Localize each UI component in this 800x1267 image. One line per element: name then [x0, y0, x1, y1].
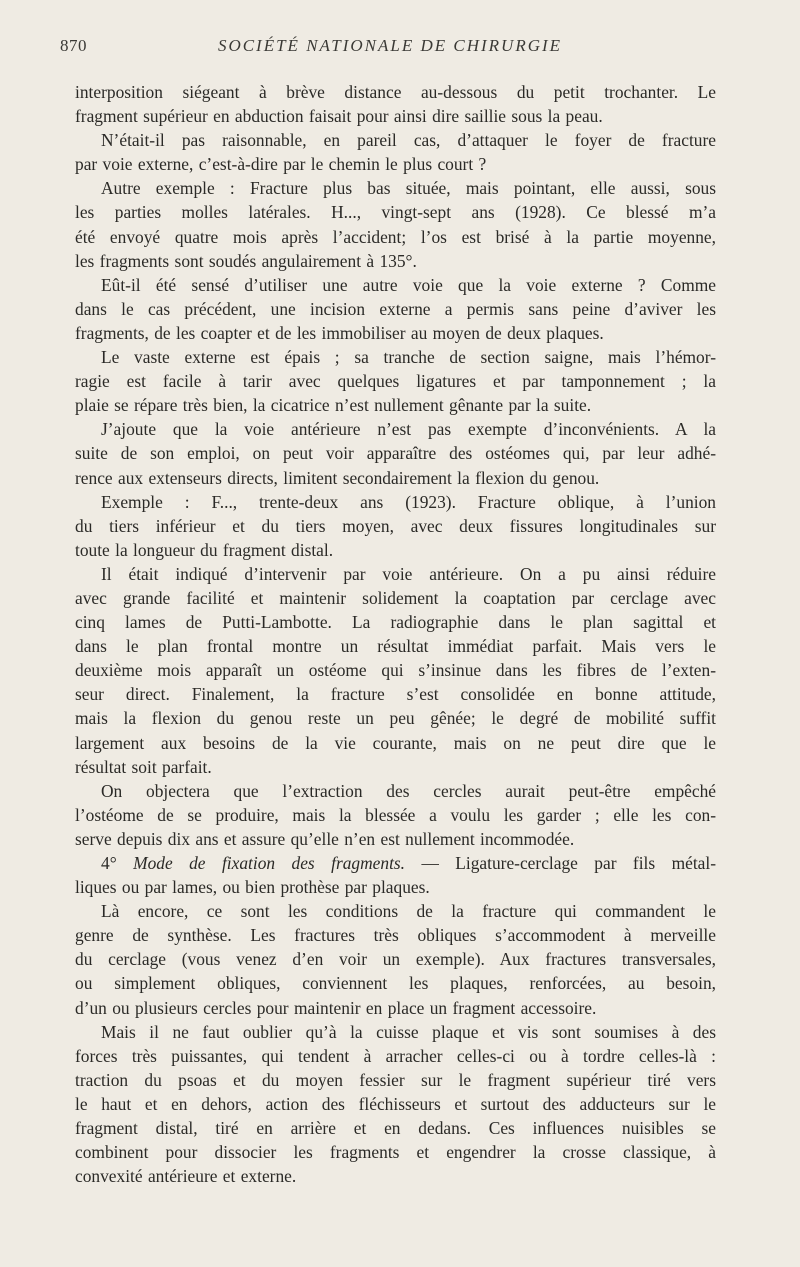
text-line: fragments, de les coapter et de les immobiliser au moyen de deux plaques.	[75, 322, 604, 343]
text-line: suite de son emploi, on peut voir apparaître des ostéomes qui, par leur adhé-	[75, 443, 716, 464]
text-line: dans le plan frontal montre un résultat immédiat parfait. Mais vers le	[75, 636, 716, 657]
text-line: les fragments sont soudés angulairement à 135°.	[75, 250, 417, 271]
text-line: Exemple : F..., trente-deux ans (1923). Fracture oblique, à l’union	[101, 491, 716, 512]
text-line: genre de synthèse. Les fractures très obliques s’accommodent à merveille	[75, 925, 716, 946]
page-number: 870	[60, 36, 87, 55]
text-line: été envoyé quatre mois après l’accident; l’os est brisé à la partie moyenne,	[75, 226, 716, 247]
text-line: serve depuis dix ans et assure qu’elle n’en est nullement incommodée.	[75, 828, 575, 849]
text-line: résultat soit parfait.	[75, 756, 212, 777]
section-number: 4°	[101, 853, 117, 873]
text-line: cinq lames de Putti-Lambotte. La radiographie dans le plan sagittal et	[75, 612, 716, 633]
text-line: Il était indiqué d’intervenir par voie antérieure. On a pu ainsi réduire	[101, 563, 716, 584]
text-line: convexité antérieure et externe.	[75, 1166, 297, 1187]
text-line: fragment distal, tiré en arrière et en dedans. Ces influences nuisibles se	[75, 1118, 716, 1139]
section-heading-rest: — Ligature-cerclage par fils métal-	[405, 853, 716, 873]
text-line: le haut et en dehors, action des fléchisseurs et surtout des adducteurs sur le	[75, 1093, 716, 1114]
text-line: J’ajoute que la voie antérieure n’est pas exempte d’inconvénients. A la	[101, 419, 716, 440]
text-line: ou simplement obliques, conviennent les plaques, renforcées, au besoin,	[75, 973, 716, 994]
text-line: Eût-il été sensé d’utiliser une autre voie que la voie externe ? Comme	[101, 274, 716, 295]
text-line: mais la flexion du genou reste un peu gênée; le degré de mobilité suffit	[75, 708, 716, 729]
text-line: interposition siégeant à brève distance au-dessous du petit trochanter. Le	[75, 82, 716, 102]
text-line: du tiers inférieur et du tiers moyen, avec deux fissures longitudinales sur	[75, 515, 716, 536]
text-line: deuxième mois apparaît un ostéome qui s’insinue dans les fibres de l’exten-	[75, 660, 716, 681]
text-line: liques ou par lames, ou bien prothèse par plaques.	[75, 877, 430, 898]
text-line: Là encore, ce sont les conditions de la fracture qui commandent le	[101, 901, 716, 922]
page-header	[60, 36, 720, 58]
text-line: dans le cas précédent, une incision externe a permis sans peine d’aviver les	[75, 298, 716, 319]
text-line: du cerclage (vous venez d’en voir un exemple). Aux fractures transversales,	[75, 949, 716, 970]
body-text	[75, 80, 716, 1188]
text-line: Mais il ne faut oublier qu’à la cuisse plaque et vis sont soumises à des	[101, 1021, 716, 1042]
text-line: fragment supérieur en abduction faisait pour ainsi dire saillie sous la peau.	[75, 106, 603, 127]
running-head: SOCIÉTÉ NATIONALE DE CHIRURGIE	[217, 36, 563, 55]
text-line: les parties molles latérales. H..., vingt-sept ans (1928). Ce blessé m’a	[75, 202, 716, 223]
text-line: avec grande facilité et maintenir solidement la coaptation par cerclage avec	[75, 587, 716, 608]
text-line: par voie externe, c’est-à-dire par le chemin le plus court ?	[75, 154, 487, 175]
text-line: N’était-il pas raisonnable, en pareil cas, d’attaquer le foyer de fracture	[101, 130, 716, 151]
text-line: plaie se répare très bien, la cicatrice n’est nullement gênante par la suite.	[75, 395, 592, 416]
section-title: Mode de fixation des fragments.	[133, 853, 406, 873]
text-line: seur direct. Finalement, la fracture s’est consolidée en bonne attitude,	[75, 684, 716, 705]
text-line: ragie est facile à tarir avec quelques ligatures et par tamponnement ; la	[75, 371, 716, 392]
text-line: Le vaste externe est épais ; sa tranche de section saigne, mais l’hémor-	[101, 347, 716, 368]
text-line: forces très puissantes, qui tendent à arracher celles-ci ou à tordre celles-là :	[75, 1045, 716, 1066]
text-line: combinent pour dissocier les fragments et engendrer la crosse classique, à	[75, 1142, 716, 1163]
text-line: toute la longueur du fragment distal.	[75, 539, 334, 560]
section-heading-line	[75, 851, 716, 875]
text-line: d’un ou plusieurs cercles pour maintenir en place un fragment accessoire.	[75, 997, 597, 1018]
text-line: l’ostéome de se produire, mais la blessée a voulu les garder ; elle les con-	[75, 804, 716, 825]
text-line: Autre exemple : Fracture plus bas située, mais pointant, elle aussi, sous	[101, 178, 716, 199]
text-line: traction du psoas et du moyen fessier sur le fragment supérieur tiré vers	[75, 1069, 716, 1090]
text-line: largement aux besoins de la vie courante, mais on ne peut dire que le	[75, 732, 716, 753]
text-line: rence aux extenseurs directs, limitent secondairement la flexion du genou.	[75, 467, 600, 488]
text-line: On objectera que l’extraction des cercles aurait peut-être empêché	[101, 780, 716, 801]
